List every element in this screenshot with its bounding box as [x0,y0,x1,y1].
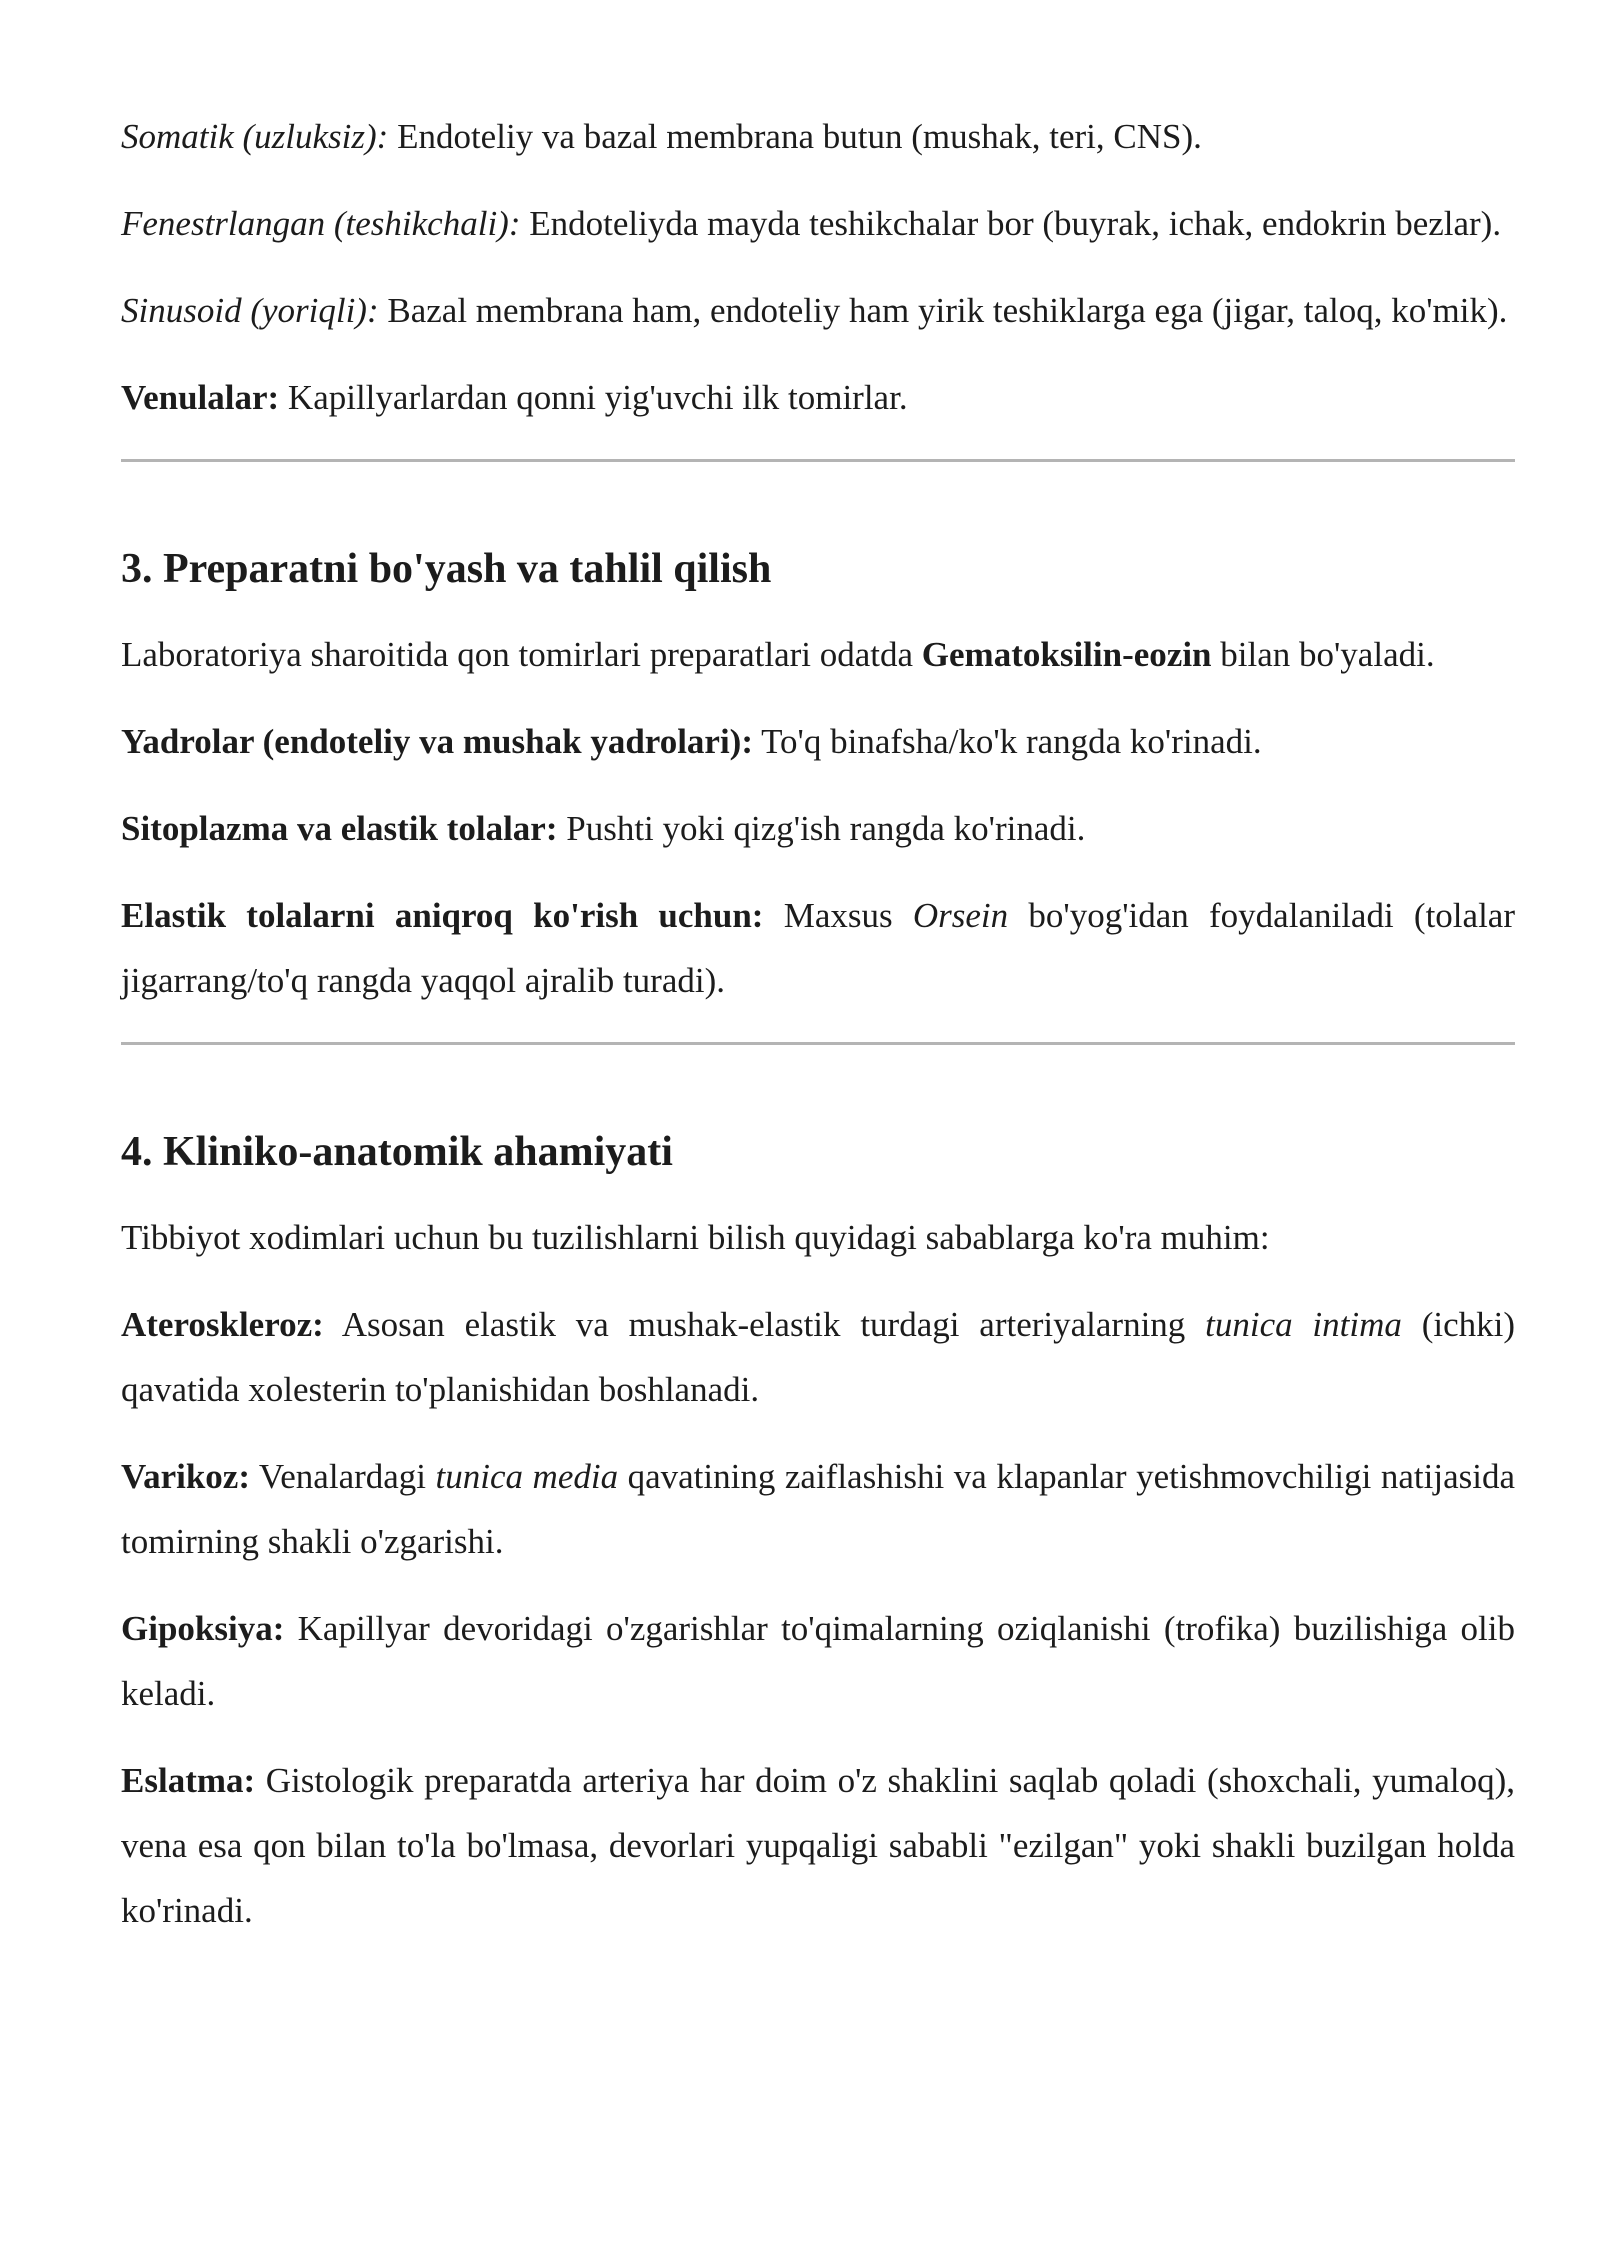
paragraph-staining-intro: Laboratoriya sharoitida qon tomirlari preparatlari odatda Gematoksilin-eozin bilan bo'yaladi. [121,635,1435,674]
paragraph-sitoplazma: Sitoplazma va elastik tolalar: Pushti yoki qizg'ish rangda ko'rinadi. [121,809,1086,848]
term-sinusoid: Sinusoid (yoriqli): [121,291,379,330]
term-ateroskleroz: Ateroskleroz: [121,1305,324,1344]
term-fenestrlangan: Fenestrlangan (teshikchali): [121,204,521,243]
term-orsein: Orsein [912,896,1009,935]
section-heading-3: 3. Preparatni bo'yash va tahlil qilish [121,546,772,592]
paragraph-sinusoid: Sinusoid (yoriqli): Bazal membrana ham, endoteliy ham yirik teshiklarga ega (jigar, taloq, ko'mik). [121,291,1508,330]
paragraph-ateroskleroz: Ateroskleroz: Asosan elastik va mushak-elastik turdagi arteriyalarning tunica intima (ichki) qavatida xolesterin to'planishidan boshlanadi. [121,1305,1516,1409]
term-gipoksiya: Gipoksiya: [121,1609,285,1648]
term-tunica-media: tunica media [435,1457,619,1496]
term-sitoplazma: Sitoplazma va elastik tolalar: [121,809,558,848]
term-gematoksilin-eozin: Gematoksilin-eozin [921,635,1212,674]
term-venulalar: Venulalar: [121,378,280,417]
divider [121,1042,1515,1045]
paragraph-varikoz: Varikoz: Venalardagi tunica media qavatining zaiflashishi va klapanlar yetishmovchiligi natijasida tomirning shakli o'zgarishi. [121,1457,1515,1561]
paragraph-venulalar: Venulalar: Kapillyarlardan qonni yig'uvchi ilk tomirlar. [121,378,908,417]
term-tunica-intima: tunica intima [1205,1305,1402,1344]
paragraph-eslatma: Eslatma: Gistologik preparatda arteriya har doim o'z shaklini saqlab qoladi (shoxchali, yumaloq), vena esa qon bilan to'la bo'lmasa, devorlari yupqaligi sababli "ezilgan" yoki shakli buzilgan holda ko'rinadi. [121,1761,1515,1930]
paragraph-clinical-intro: Tibbiyot xodimlari uchun bu tuzilishlarni bilish quyidagi sabablarga ko'ra muhim: [121,1218,1270,1257]
term-varikoz: Varikoz: [121,1457,250,1496]
document-page [121,104,1515,1943]
term-eslatma: Eslatma: [121,1761,256,1800]
section-heading-4: 4. Kliniko-anatomik ahamiyati [121,1129,673,1175]
paragraph-somatik: Somatik (uzluksiz): Endoteliy va bazal membrana butun (mushak, teri, CNS). [121,117,1202,156]
paragraph-gipoksiya: Gipoksiya: Kapillyar devoridagi o'zgarishlar to'qimalarning oziqlanishi (trofika) buzilishiga olib keladi. [121,1609,1515,1713]
divider [121,459,1515,462]
term-somatik: Somatik (uzluksiz): [121,117,389,156]
term-elastik: Elastik tolalarni aniqroq ko'rish uchun: [121,896,764,935]
paragraph-elastik: Elastik tolalarni aniqroq ko'rish uchun: Maxsus Orsein bo'yog'idan foydalaniladi (tolalar jigarrang/to'q rangda yaqqol ajralib turadi). [121,896,1515,1000]
paragraph-fenestrlangan: Fenestrlangan (teshikchali): Endoteliyda mayda teshikchalar bor (buyrak, ichak, endokrin bezlar). [121,204,1502,243]
paragraph-yadrolar: Yadrolar (endoteliy va mushak yadrolari): To'q binafsha/ko'k rangda ko'rinadi. [121,722,1262,761]
term-yadrolar: Yadrolar (endoteliy va mushak yadrolari): [121,722,753,761]
